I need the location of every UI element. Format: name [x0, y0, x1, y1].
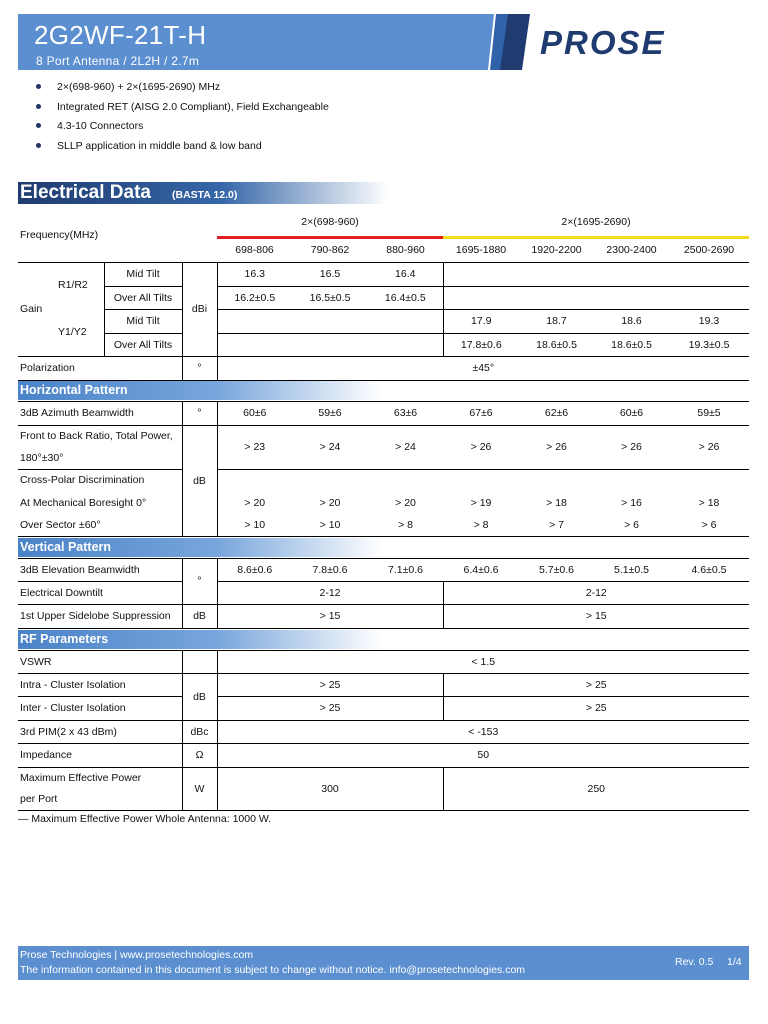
- boresight-row: [18, 491, 749, 514]
- downtilt-low: 2-12: [217, 581, 443, 604]
- y1y2-label: Y1/Y2: [58, 326, 87, 338]
- band-cell: 1695-1880: [443, 237, 519, 262]
- gain-value: 16.4±0.5: [368, 286, 443, 309]
- elevation-value: 7.8±0.6: [292, 558, 368, 581]
- over-all-tilts-label: Over All Tilts: [104, 333, 182, 356]
- vertical-pattern-heading: Vertical Pattern: [18, 538, 382, 557]
- azimuth-value: 62±6: [519, 401, 594, 425]
- sector-value: > 8: [443, 514, 519, 536]
- electrical-data-title: Electrical Data: [20, 182, 151, 203]
- vertical-section-row: [18, 536, 749, 558]
- sector-row: [18, 514, 749, 536]
- fb-value: > 26: [443, 425, 519, 469]
- gain-unit: dBi: [182, 262, 217, 356]
- gain-value: 17.9: [443, 309, 519, 333]
- gain-r-over-row: [18, 286, 749, 309]
- azimuth-value: 59±6: [292, 401, 368, 425]
- fb-label-line2: 180°±30°: [18, 447, 182, 469]
- feature-item: Integrated RET (AISG 2.0 Compliant), Field Exchangeable: [36, 100, 329, 120]
- band-cell: 2300-2400: [594, 237, 669, 262]
- rf-parameters-heading: RF Parameters: [18, 630, 382, 649]
- power-row-1: [18, 767, 749, 788]
- gain-value: 19.3: [669, 309, 749, 333]
- horizontal-db-unit: dB: [182, 425, 217, 536]
- gain-value: 19.3±0.5: [669, 333, 749, 356]
- elevation-row: [18, 558, 749, 581]
- fb-row-1: [18, 425, 749, 447]
- polarization-unit: °: [182, 356, 217, 380]
- isolation-unit: dB: [182, 673, 217, 720]
- rf-section-row: [18, 628, 749, 650]
- sector-value: > 6: [669, 514, 749, 536]
- gain-value: 16.2±0.5: [217, 286, 292, 309]
- footer-company: Prose Technologies | www.prosetechnologies.com: [20, 949, 254, 961]
- pim-row: [18, 720, 749, 743]
- band-cell: 880-960: [368, 237, 443, 262]
- elevation-value: 4.6±0.5: [669, 558, 749, 581]
- sidelobe-row: [18, 604, 749, 628]
- gain-y-mid-row: [18, 309, 749, 333]
- power-low: 300: [217, 767, 443, 810]
- feature-item: 4.3-10 Connectors: [36, 119, 329, 139]
- sidelobe-unit: dB: [182, 604, 217, 628]
- azimuth-label: 3dB Azimuth Beamwidth: [18, 401, 182, 425]
- downtilt-row: [18, 581, 749, 604]
- sector-value: > 6: [594, 514, 669, 536]
- azimuth-value: 60±6: [594, 401, 669, 425]
- sector-value: > 7: [519, 514, 594, 536]
- gain-y-over-row: [18, 333, 749, 356]
- gain-value: 18.6±0.5: [594, 333, 669, 356]
- frequency-row: [18, 209, 749, 237]
- pim-unit: dBc: [182, 720, 217, 743]
- fb-value: > 24: [368, 425, 443, 469]
- sidelobe-high: > 15: [443, 604, 749, 628]
- vswr-label: VSWR: [18, 650, 182, 673]
- gain-value: 16.5±0.5: [292, 286, 368, 309]
- gain-value: 16.4: [368, 262, 443, 286]
- band-cell: 790-862: [292, 237, 368, 262]
- page-header: [18, 14, 750, 70]
- intra-row: [18, 673, 749, 696]
- fb-value: > 24: [292, 425, 368, 469]
- electrical-data-subtitle: (BASTA 12.0): [172, 189, 238, 201]
- horizontal-section-row: [18, 380, 749, 401]
- gain-value: 16.5: [319, 268, 341, 280]
- elevation-value: 8.6±0.6: [217, 558, 292, 581]
- pim-value: < -153: [217, 720, 749, 743]
- fb-value: > 26: [669, 425, 749, 469]
- sector-value: > 8: [368, 514, 443, 536]
- gain-r-mid-row: [18, 262, 749, 286]
- power-label-line2: per Port: [18, 788, 182, 810]
- elevation-value: 5.1±0.5: [594, 558, 669, 581]
- product-subtitle: 8 Port Antenna / 2L2H / 2.7m: [36, 54, 200, 68]
- boresight-value: > 20: [395, 496, 416, 509]
- intra-low: > 25: [217, 673, 443, 696]
- band-high-header: 2×(1695-2690): [443, 209, 749, 237]
- electrical-data-heading: [18, 182, 388, 204]
- max-power-note: — Maximum Effective Power Whole Antenna: 1000 W.: [18, 813, 272, 825]
- fb-value: > 26: [519, 425, 594, 469]
- polarization-row: [18, 356, 749, 380]
- xpd-label: Cross-Polar Discrimination: [18, 469, 182, 491]
- frequency-label: Frequency(MHz): [18, 209, 217, 262]
- sector-label: Over Sector ±60°: [18, 514, 182, 536]
- elevation-unit: °: [182, 558, 217, 604]
- inter-label: Inter - Cluster Isolation: [18, 696, 182, 720]
- azimuth-value: 67±6: [443, 401, 519, 425]
- gain-value: 18.6±0.5: [519, 333, 594, 356]
- boresight-value: > 19: [470, 496, 492, 509]
- xpd-row: [18, 469, 749, 491]
- azimuth-unit: °: [182, 401, 217, 425]
- impedance-row: [18, 743, 749, 767]
- footer-page-number: 1/4: [727, 956, 742, 968]
- sidelobe-low: > 15: [217, 604, 443, 628]
- pim-label: 3rd PIM(2 x 43 dBm): [18, 720, 182, 743]
- vswr-value: < 1.5: [217, 650, 749, 673]
- power-high: 250: [443, 767, 749, 810]
- bullet-icon: [36, 84, 41, 89]
- inter-row: [18, 696, 749, 720]
- intra-high: > 25: [443, 673, 749, 696]
- elevation-value: 7.1±0.6: [368, 558, 443, 581]
- sector-value: > 10: [292, 514, 368, 536]
- band-low-header: 2×(698-960): [217, 209, 443, 237]
- power-label-line1: Maximum Effective Power: [18, 767, 182, 788]
- azimuth-value: 63±6: [368, 401, 443, 425]
- boresight-value: > 16: [621, 496, 642, 509]
- downtilt-label: Electrical Downtilt: [18, 581, 182, 604]
- feature-list: [36, 80, 329, 158]
- boresight-value: > 20: [319, 496, 341, 509]
- band-cell: 698-806: [217, 237, 292, 262]
- prose-logo: PROSE: [540, 24, 666, 61]
- sidelobe-label: 1st Upper Sidelobe Suppression: [18, 604, 182, 628]
- gain-value: 18.7: [519, 309, 594, 333]
- downtilt-high: 2-12: [443, 581, 749, 604]
- gain-value: 16.3: [244, 268, 265, 280]
- impedance-unit: Ω: [182, 743, 217, 767]
- bullet-icon: [36, 104, 41, 109]
- horizontal-pattern-heading: Horizontal Pattern: [18, 381, 382, 400]
- polarization-value: ±45°: [217, 356, 749, 380]
- azimuth-row: [18, 401, 749, 425]
- azimuth-value: 60±6: [217, 401, 292, 425]
- gain-label: Gain: [18, 262, 104, 356]
- polarization-label: Polarization: [18, 356, 182, 380]
- feature-item: 2×(698-960) + 2×(1695-2690) MHz: [36, 80, 329, 100]
- product-title: 2G2WF-21T-H: [34, 20, 207, 50]
- fb-value: > 26: [594, 425, 669, 469]
- boresight-value: > 18: [698, 496, 720, 509]
- elevation-label: 3dB Elevation Beamwidth: [18, 558, 182, 581]
- gain-value: 17.8±0.6: [443, 333, 519, 356]
- band-cell: 2500-2690: [669, 237, 749, 262]
- power-unit: W: [182, 767, 217, 810]
- footer-revision: Rev. 0.5: [675, 956, 714, 968]
- boresight-value: > 18: [546, 496, 567, 509]
- impedance-value: 50: [217, 743, 749, 767]
- r1r2-label: R1/R2: [58, 279, 88, 291]
- over-all-tilts-label: Over All Tilts: [104, 286, 182, 309]
- gain-value: 18.6: [594, 309, 669, 333]
- page-footer: [18, 946, 749, 980]
- impedance-label: Impedance: [18, 743, 182, 767]
- sector-value: > 10: [217, 514, 292, 536]
- bullet-icon: [36, 143, 41, 148]
- elevation-value: 5.7±0.6: [519, 558, 594, 581]
- inter-high: > 25: [443, 696, 749, 720]
- feature-item: SLLP application in middle band & low band: [36, 139, 329, 159]
- fb-value: > 23: [217, 425, 292, 469]
- vswr-row: [18, 650, 749, 673]
- boresight-value: > 20: [244, 496, 266, 509]
- boresight-label: At Mechanical Boresight 0°: [18, 491, 182, 514]
- mid-tilt-label: Mid Tilt: [104, 309, 182, 333]
- azimuth-value: 59±5: [669, 401, 749, 425]
- intra-label: Intra - Cluster Isolation: [18, 673, 182, 696]
- spec-table: [18, 209, 749, 811]
- elevation-value: 6.4±0.6: [443, 558, 519, 581]
- mid-tilt-label: Mid Tilt: [126, 268, 160, 280]
- band-cell: 1920-2200: [519, 237, 594, 262]
- fb-label-line1: Front to Back Ratio, Total Power,: [18, 425, 182, 447]
- footer-disclaimer: The information contained in this document is subject to change without notice. info@prosetechnologies.com: [20, 964, 526, 976]
- bullet-icon: [36, 123, 41, 128]
- inter-low: > 25: [217, 696, 443, 720]
